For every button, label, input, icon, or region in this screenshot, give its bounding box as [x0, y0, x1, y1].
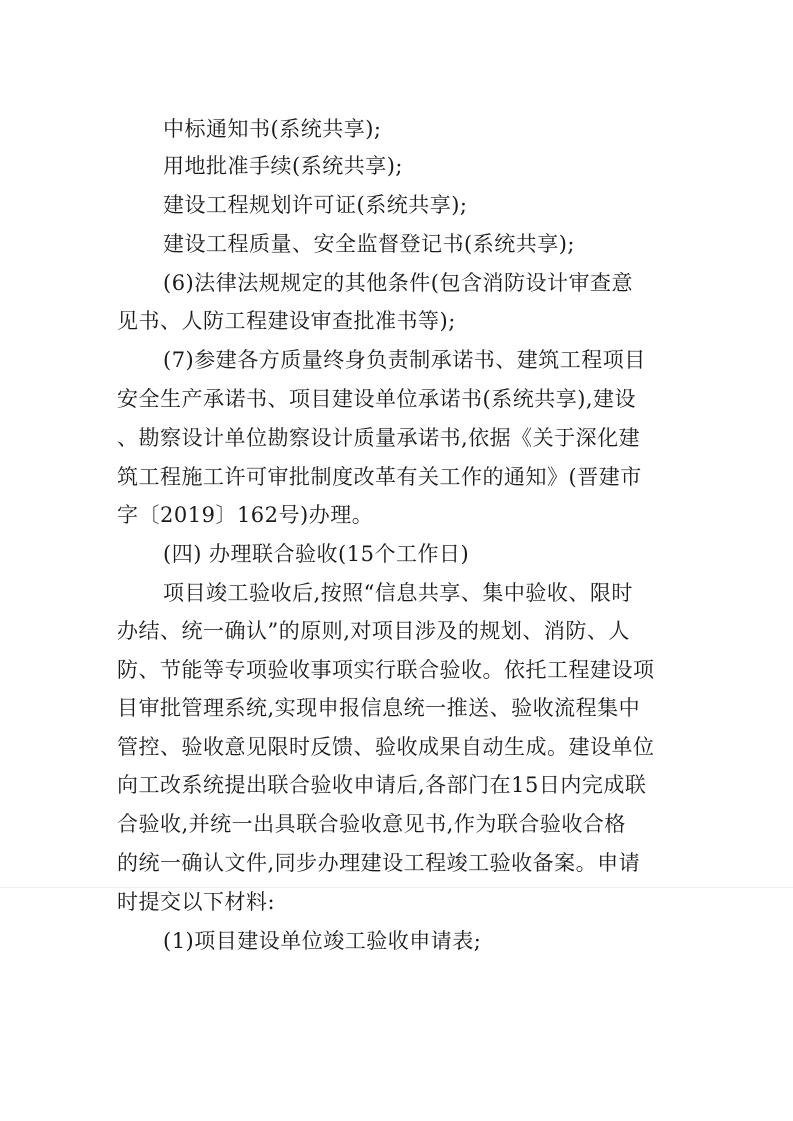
section-heading: (四) 办理联合验收(15个工作日)	[163, 542, 470, 566]
text-line: (1)项目建设单位竣工验收申请表;	[163, 929, 482, 953]
text-line: 建设工程质量、安全监督登记书(系统共享);	[163, 232, 575, 256]
text-line: 办结、统一确认”的原则,对项目涉及的规划、消防、人	[117, 619, 630, 643]
text-line: 的统一确认文件,同步办理建设工程竣工验收备案。申请	[117, 851, 641, 875]
text-line: 字〔2019〕162号)办理。	[117, 503, 374, 527]
text-line: 管控、验收意见限时反馈、验收成果自动生成。建设单位	[117, 735, 655, 759]
text-line: 合验收,并统一出具联合验收意见书,作为联合验收合格	[117, 812, 626, 836]
text-line: 中标通知书(系统共享);	[163, 117, 382, 141]
text-line: 用地批准手续(系统共享);	[163, 154, 403, 178]
text-line: 项目竣工验收后,按照“信息共享、集中验收、限时	[163, 581, 633, 605]
text-line: 时提交以下材料:	[117, 890, 276, 914]
text-line: 见书、人防工程建设审查批准书等);	[117, 309, 456, 333]
text-line: 、勘察设计单位勘察设计质量承诺书,依据《关于深化建	[117, 426, 641, 450]
text-line: 防、节能等专项验收事项实行联合验收。依托工程建设项	[117, 658, 655, 682]
text-line: (7)参建各方质量终身负责制承诺书、建筑工程项目	[163, 348, 646, 372]
text-line: 筑工程施工许可审批制度改革有关工作的通知》(晋建市	[117, 465, 642, 489]
text-line: 安全生产承诺书、项目建设单位承诺书(系统共享),建设	[117, 387, 637, 411]
text-line: 建设工程规划许可证(系统共享);	[163, 193, 468, 217]
text-line: (6)法律法规规定的其他条件(包含消防设计审查意	[163, 271, 633, 295]
text-line: 目审批管理系统,实现申报信息统一推送、验收流程集中	[117, 696, 641, 720]
text-line: 向工改系统提出联合验收申请后,各部门在15日内完成联	[117, 773, 647, 797]
